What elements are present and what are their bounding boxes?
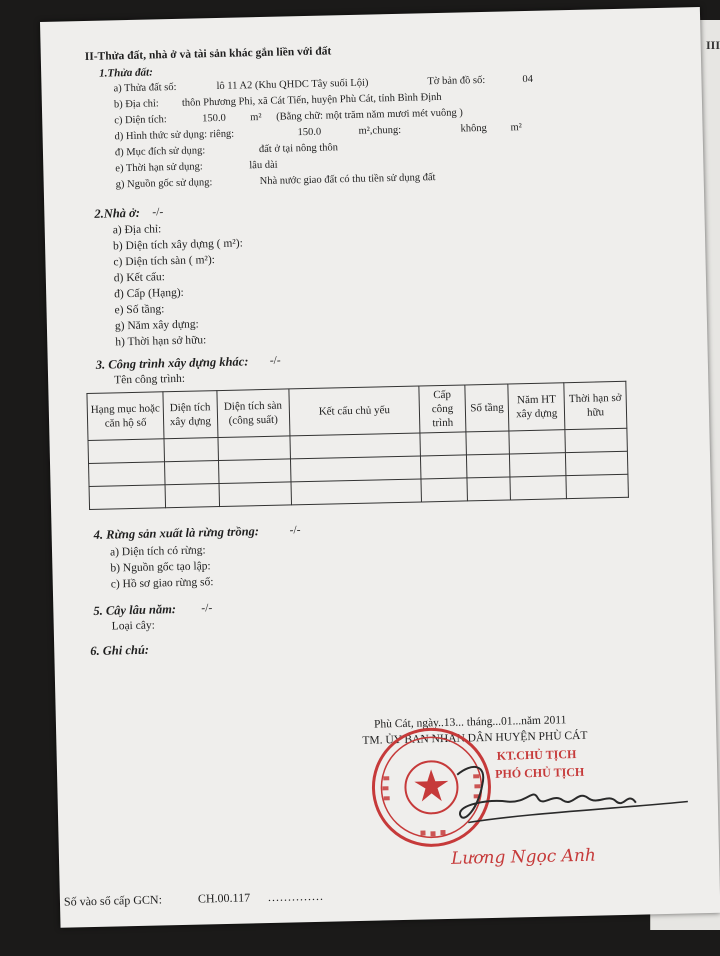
house-item: d) Kết cấu: [113,271,166,285]
usage-private-value: 150.0 [297,126,322,139]
house-item: h) Thời hạn sở hữu: [115,334,207,349]
column-header: Số tầng [465,384,510,432]
forest-item: c) Hồ sơ giao rừng số: [110,576,214,591]
next-page-marker: III [706,38,720,52]
term-label: e) Thời hạn sử dụng: [115,161,203,175]
column-header: Kết cấu chủ yếu [288,386,420,436]
usage-form-label: d) Hình thức sử dụng: riêng: [114,128,235,143]
usage-common-unit: m² [510,122,522,134]
signer-name: Lương Ngọc Anh [450,845,597,869]
house-item: a) Địa chỉ: [112,223,162,237]
house-item: b) Diện tích xây dựng ( m²): [112,237,243,253]
column-header: Hạng mục hoặc căn hộ số [87,392,164,441]
usage-common-value: không [460,122,487,135]
construction-table [86,381,629,510]
column-header: Diện tích xây dựng [163,391,218,439]
column-header: Năm HT xây dựng [508,383,565,431]
origin-value: Nhà nước giao đất có thu tiền sử dụng đất [259,172,436,188]
house-item: e) Số tầng: [114,303,165,317]
perennial-heading-value: -/- [201,602,213,615]
area-value: 150.0 [202,112,226,125]
house-heading: 2.Nhà ở: [94,205,141,221]
origin-label: g) Nguồn gốc sử dụng: [115,177,213,191]
house-heading-value: -/- [152,206,164,219]
house-item: c) Diện tích sàn ( m²): [113,254,216,269]
area-in-words: (Bằng chữ: một trăm năm mươi mét vuông ) [276,107,463,123]
section-title: II-Thửa đất, nhà ở và tài sản khác gắn liền với đất [84,45,332,63]
forest-item: a) Diện tích có rừng: [109,544,206,559]
notes-heading: 6. Ghi chú: [90,642,150,659]
house-item: đ) Cấp (Hạng): [114,286,184,301]
forest-heading: 4. Rừng sản xuất là rừng trồng: [93,524,260,542]
registry-label: Số vào sổ cấp GCN: [63,892,163,909]
address-label: b) Địa chỉ: [113,98,159,111]
construction-name-label: Tên công trình: [114,372,186,387]
house-item: g) Năm xây dựng: [114,318,199,333]
tree-type-label: Loại cây: [111,619,155,633]
vice-chairman-line: PHÓ CHỦ TỊCH [495,764,585,781]
usage-common-label: m²,chung: [358,124,402,137]
plot-label: a) Thửa đất số: [113,81,177,95]
signature-scribble-icon [437,749,699,835]
purpose-label: đ) Mục đích sử dụng: [114,145,206,159]
address-value: thôn Phương Phi, xã Cát Tiến, huyện Phù Cát, tỉnh Bình Định [181,91,442,109]
certificate-page [40,7,720,928]
purpose-value: đất ở tại nông thôn [258,142,339,156]
area-unit: m² [250,111,262,124]
area-label: c) Diện tích: [114,114,167,127]
construction-heading: 3. Công trình xây dựng khác: [95,354,249,372]
signing-date: Phù Cát, ngày..13... tháng...01...năm 2011 [373,714,567,731]
registry-value: CH.00.117 [197,890,251,906]
map-value: 04 [522,73,534,86]
column-header: Cấp công trình [419,385,466,433]
kt-chairman-line: KT.CHỦ TỊCH [496,747,577,763]
column-header: Thời hạn sở hữu [564,381,627,429]
construction-heading-value: -/- [269,354,281,367]
land-heading: 1.Thửa đất: [99,66,153,80]
forest-heading-value: -/- [289,524,301,537]
column-header: Diện tích sàn (công suất) [217,389,290,438]
signing-organization: TM. ỦY BAN NHÂN DÂN HUYỆN PHÙ CÁT [362,729,588,747]
plot-value: lô 11 A2 (Khu QHDC Tây suối Lội) [216,77,369,93]
term-value: lâu dài [249,159,278,172]
map-label: Tờ bản đồ số: [427,74,486,88]
registry-dots: .............. [267,888,325,905]
forest-item: b) Nguồn gốc tạo lập: [110,560,211,575]
perennial-heading: 5. Cây lâu năm: [93,602,177,618]
